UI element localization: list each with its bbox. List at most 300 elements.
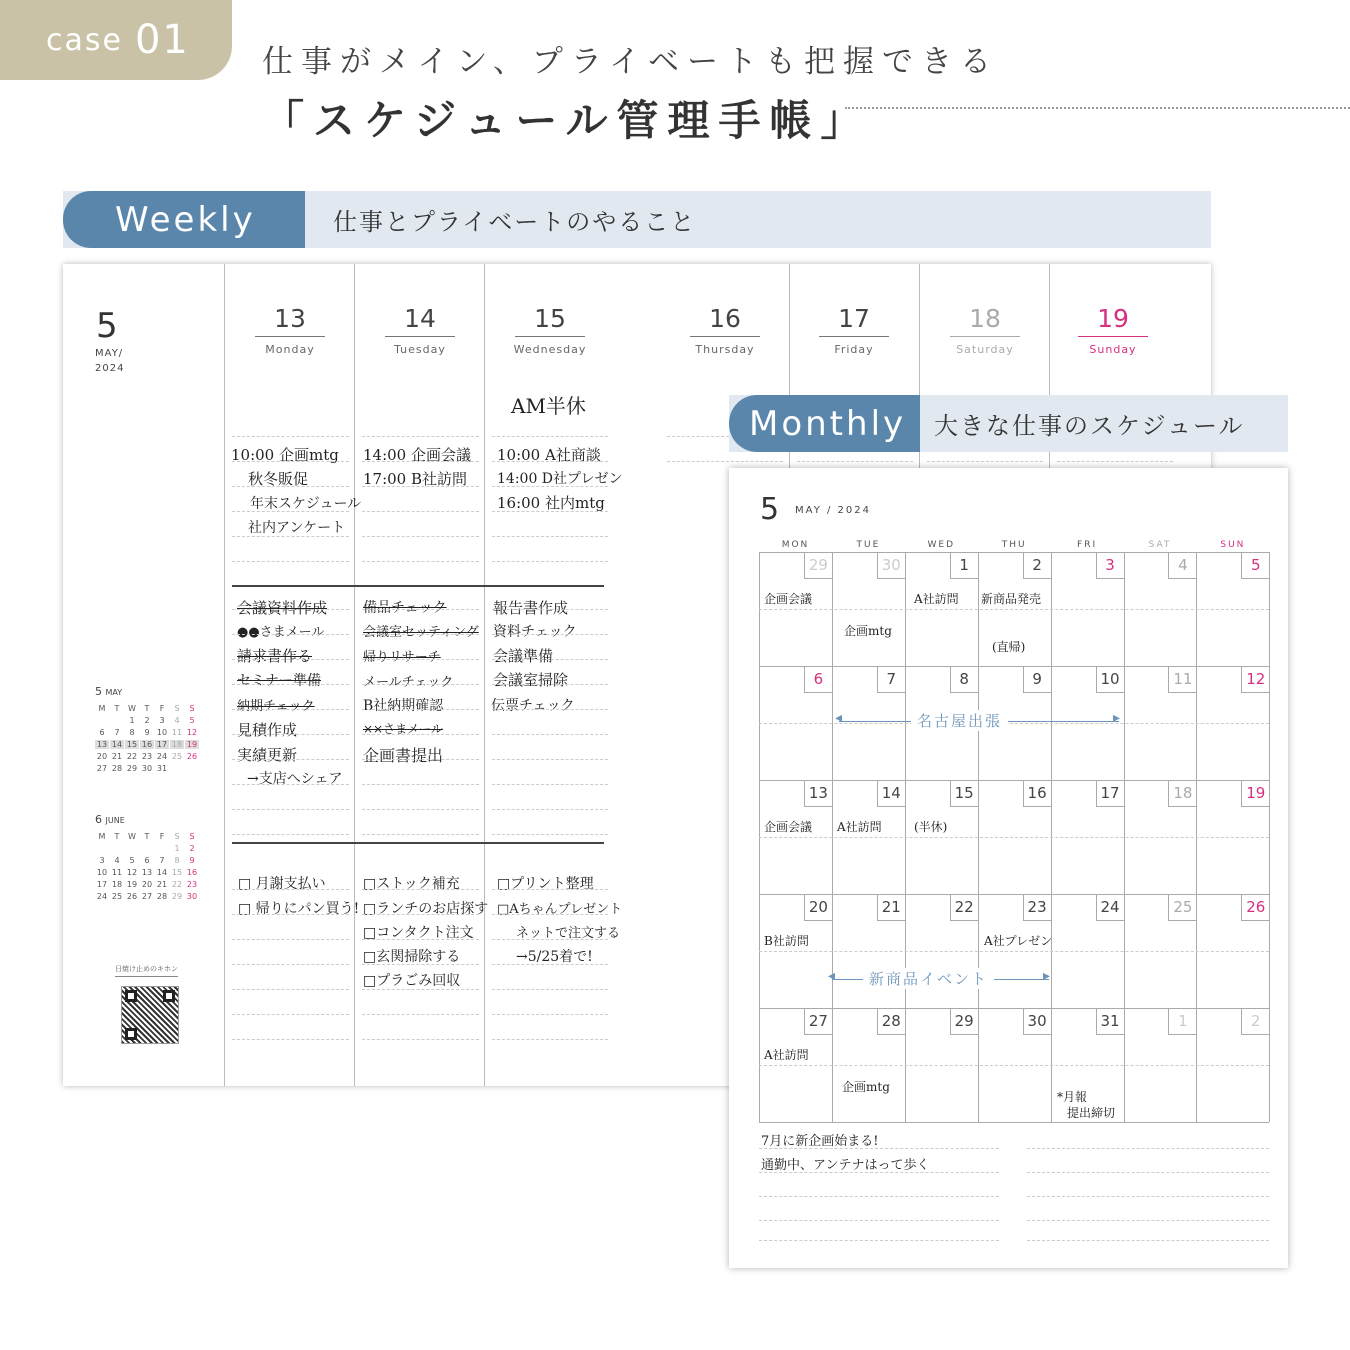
mini-date: 1 <box>174 844 180 853</box>
ruling-line <box>362 536 479 537</box>
day-header-tue <box>380 304 465 356</box>
task-done: 請求書作る <box>237 647 313 665</box>
mini-date: 11 <box>171 728 183 737</box>
date-cell[interactable]: 19 <box>1241 780 1269 807</box>
mini-date: 9 <box>144 728 150 737</box>
mini-date: 21 <box>111 752 123 761</box>
schedule-item: 14:00 企画会議 <box>363 446 471 464</box>
ruling-line <box>492 784 608 785</box>
ruling-line <box>362 659 479 660</box>
mini-date: 25 <box>111 892 123 901</box>
ruling-line <box>232 784 349 785</box>
ruling-line <box>797 461 913 462</box>
calendar-entry: 企画会議 <box>764 592 813 606</box>
ruling-line <box>362 486 479 487</box>
day-underline <box>819 336 889 337</box>
ruling-line <box>362 684 479 685</box>
ruling-line <box>362 809 479 810</box>
day-underline <box>1078 336 1148 337</box>
note-ruling <box>1027 1220 1269 1221</box>
schedule-item: 年末スケジュール <box>250 496 362 512</box>
note-line: 7月に新企画始まる! <box>761 1134 879 1149</box>
ruling-line <box>232 634 349 635</box>
ruling-line <box>362 1039 479 1040</box>
mini-date: 28 <box>156 892 168 901</box>
am-half-day-note: AM半休 <box>511 394 586 418</box>
calendar-entry: 新商品発売 <box>981 592 1042 606</box>
note-line: 通勤中、アンテナはって歩く <box>761 1158 930 1173</box>
ruling-line <box>362 964 479 965</box>
monthly-grid <box>759 540 1269 1124</box>
private-todo: □ 帰りにパン買う! <box>238 901 360 917</box>
ruling-line <box>232 964 349 965</box>
ruling-line <box>232 486 349 487</box>
mini-date: 23 <box>141 752 153 761</box>
date-cell[interactable]: 20 <box>804 894 832 921</box>
date-cell[interactable]: 7 <box>877 666 905 693</box>
date-cell[interactable]: 12 <box>1241 666 1269 693</box>
task-item: 会議室掃除 <box>493 671 569 689</box>
ruling-line <box>492 914 608 915</box>
ruling-line <box>232 461 349 462</box>
date-cell[interactable]: 28 <box>877 1008 905 1035</box>
mini-date: 10 <box>96 868 108 877</box>
date-cell[interactable]: 1 <box>950 552 978 579</box>
mini-date: 9 <box>189 856 195 865</box>
mini-cal-month-name: JUNE <box>105 816 125 825</box>
weekday-header: SUN <box>1220 540 1246 550</box>
mini-weekday: T <box>144 832 150 841</box>
mini-cal-may-title <box>95 685 122 698</box>
grid-midline <box>759 837 1269 838</box>
date-cell[interactable]: 14 <box>877 780 905 807</box>
mini-date: 1 <box>129 716 135 725</box>
day-number: 18 <box>969 304 1001 333</box>
mini-date: 5 <box>129 856 135 865</box>
column-divider <box>484 264 485 1086</box>
date-cell[interactable]: 29 <box>950 1008 978 1035</box>
ruling-line <box>492 536 608 537</box>
mini-weekday: S <box>174 832 180 841</box>
schedule-item: 14:00 D社プレゼン <box>497 471 623 487</box>
day-underline <box>690 336 760 337</box>
task-item: 会議準備 <box>493 647 554 665</box>
ruling-line <box>362 609 479 610</box>
monthly-tag: Monthly <box>729 395 920 452</box>
day-number: 14 <box>404 304 436 333</box>
task-item: →支店へシェア <box>247 771 343 787</box>
task-item: B社納期確認 <box>363 698 444 714</box>
ruling-line <box>492 561 608 562</box>
span-label: 新商品イベント <box>863 968 994 989</box>
date-cell[interactable]: 23 <box>1023 894 1051 921</box>
mini-date: 8 <box>174 856 180 865</box>
ruling-line <box>362 989 479 990</box>
span-label: 名古屋出張 <box>911 710 1008 731</box>
date-cell[interactable]: 15 <box>950 780 978 807</box>
arrow-right-icon: ▸ <box>1043 968 1053 984</box>
schedule-item: 17:00 B社訪問 <box>363 470 468 488</box>
ruling-line <box>492 989 608 990</box>
mini-date: 29 <box>126 764 138 773</box>
calendar-entry: *月報 <box>1057 1090 1088 1104</box>
ruling-line <box>362 561 479 562</box>
ruling-line <box>232 889 349 890</box>
note-ruling <box>1027 1196 1269 1197</box>
mini-date: 4 <box>174 716 180 725</box>
mini-date: 3 <box>159 716 165 725</box>
ruling-line <box>492 659 608 660</box>
date-cell[interactable]: 17 <box>1096 780 1124 807</box>
mini-date: 30 <box>141 764 153 773</box>
ruling-line <box>362 436 479 437</box>
calendar-entry: 提出締切 <box>1067 1106 1116 1120</box>
date-cell[interactable]: 10 <box>1096 666 1124 693</box>
mini-date: 12 <box>126 868 138 877</box>
schedule-item: 10:00 A社商談 <box>497 446 601 464</box>
weekday-header: FRI <box>1077 540 1098 550</box>
mini-date: 26 <box>186 752 198 761</box>
mini-calendar-may <box>95 704 205 776</box>
mini-weekday: S <box>189 704 195 713</box>
weekly-year: 2024 <box>95 363 125 374</box>
task-done: 会議資料作成 <box>237 599 328 617</box>
ruling-line <box>492 486 608 487</box>
date-cell[interactable]: 30 <box>877 552 905 579</box>
day-header-thu <box>685 304 770 356</box>
mini-date: 27 <box>96 764 108 773</box>
monthly-month-year: MAY / 2024 <box>795 505 871 516</box>
ruling-line <box>492 809 608 810</box>
ruling-line <box>232 709 349 710</box>
ruling-line <box>232 659 349 660</box>
day-name: Friday <box>834 343 874 356</box>
mini-date: 22 <box>126 752 138 761</box>
day-header-mon <box>250 304 335 356</box>
section-separator <box>232 842 604 844</box>
private-todo: □玄関掃除する <box>363 949 461 965</box>
mini-date: 24 <box>156 752 168 761</box>
weekly-month-number: 5 <box>96 306 118 346</box>
calendar-entry: 企画mtg <box>842 1080 890 1094</box>
date-cell[interactable]: 24 <box>1096 894 1124 921</box>
private-todo: □ランチのお店探す <box>363 901 489 917</box>
date-cell[interactable]: 31 <box>1096 1008 1124 1035</box>
mini-weekday: T <box>114 704 120 713</box>
schedule-item: 秋冬販促 <box>248 470 309 488</box>
ruling-line <box>492 834 608 835</box>
ruling-line <box>362 914 479 915</box>
day-name: Thursday <box>695 343 755 356</box>
ruling-line <box>232 939 349 940</box>
date-cell[interactable]: 11 <box>1168 666 1196 693</box>
arrow-left-icon: ◂ <box>835 710 845 726</box>
weekly-section-bar <box>63 191 1211 248</box>
case-number: 01 <box>134 17 190 63</box>
day-underline <box>255 336 325 337</box>
mini-date: 30 <box>186 892 198 901</box>
calendar-entry: (半休) <box>914 820 948 834</box>
mini-cal-june-title <box>95 813 125 826</box>
monthly-notes <box>759 1124 1269 1244</box>
mini-date: 18 <box>111 880 123 889</box>
note-ruling <box>1027 1172 1269 1173</box>
mini-date: 10 <box>156 728 168 737</box>
ruling-line <box>492 461 608 462</box>
task-item: メールチェック <box>363 675 454 690</box>
day-header-fri <box>814 304 899 356</box>
ruling-line <box>927 461 1043 462</box>
date-cell[interactable]: 26 <box>1241 894 1269 921</box>
column-divider <box>224 264 225 1086</box>
mini-date: 13 <box>96 740 108 749</box>
dotted-divider <box>845 107 1350 109</box>
day-number: 15 <box>534 304 566 333</box>
grid-midline <box>759 609 1269 610</box>
ruling-line <box>492 734 608 735</box>
date-cell[interactable]: 13 <box>804 780 832 807</box>
ruling-line <box>232 734 349 735</box>
date-cell[interactable]: 27 <box>804 1008 832 1035</box>
arrow-right-icon: ▸ <box>1113 710 1123 726</box>
mini-calendar-june <box>95 832 205 904</box>
mini-weekday: M <box>98 704 106 713</box>
mini-weekday: S <box>189 832 195 841</box>
day-name: Saturday <box>956 343 1014 356</box>
mini-date: 28 <box>111 764 123 773</box>
ruling-line <box>232 989 349 990</box>
headline-line1: 仕事がメイン、プライベートも把握できる <box>262 44 999 80</box>
schedule-item: 16:00 社内mtg <box>497 494 605 512</box>
monthly-month-number: 5 <box>760 492 780 527</box>
mini-date: 14 <box>111 740 123 749</box>
calendar-entry: A社訪問 <box>837 820 882 834</box>
date-cell[interactable]: 5 <box>1241 552 1269 579</box>
grid-vline <box>1269 552 1270 1122</box>
ruling-line <box>362 1014 479 1015</box>
mini-date: 17 <box>156 740 168 749</box>
ruling-line <box>362 461 479 462</box>
private-todo: ネットで注文する <box>516 926 621 941</box>
weekday-header: WED <box>927 540 956 550</box>
calendar-entry: A社プレゼン <box>984 934 1053 948</box>
date-cell[interactable]: 3 <box>1096 552 1124 579</box>
mini-weekday: M <box>98 832 106 841</box>
mini-date: 11 <box>111 868 123 877</box>
mini-date: 5 <box>189 716 195 725</box>
task-done: 帰りリサーチ <box>363 650 441 665</box>
mini-weekday: F <box>159 704 165 713</box>
mini-date: 21 <box>156 880 168 889</box>
task-item: 実績更新 <box>237 746 298 764</box>
ruling-line <box>362 759 479 760</box>
weekly-tag: Weekly <box>63 191 305 248</box>
ruling-line <box>232 914 349 915</box>
ruling-line <box>492 939 608 940</box>
mini-date: 23 <box>186 880 198 889</box>
weekday-header: SAT <box>1148 540 1172 550</box>
private-todo: □コンタクト注文 <box>363 925 474 941</box>
date-cell[interactable]: 29 <box>804 552 832 579</box>
ruling-line <box>362 734 479 735</box>
mini-date: 19 <box>126 880 138 889</box>
date-cell[interactable]: 9 <box>1023 666 1051 693</box>
day-underline <box>950 336 1020 337</box>
mini-date: 2 <box>144 716 150 725</box>
note-ruling <box>759 1240 999 1241</box>
note-ruling <box>759 1196 999 1197</box>
mini-date: 29 <box>171 892 183 901</box>
private-todo: □ストック補充 <box>363 876 460 892</box>
private-todo: □ 月謝支払い <box>238 876 326 892</box>
qr-code[interactable] <box>121 986 179 1044</box>
date-cell[interactable]: 22 <box>950 894 978 921</box>
mini-date: 16 <box>141 740 153 749</box>
note-ruling <box>1027 1148 1269 1149</box>
mini-date: 2 <box>189 844 195 853</box>
day-name: Wednesday <box>513 343 587 356</box>
mini-date: 24 <box>96 892 108 901</box>
ruling-line <box>232 1014 349 1015</box>
mini-cal-month: 5 <box>95 685 102 698</box>
section-separator <box>232 585 604 587</box>
task-item: ●●さまメール <box>237 625 325 640</box>
ruling-line <box>492 889 608 890</box>
mini-date: 6 <box>99 728 105 737</box>
task-done: ××さまメール <box>363 722 443 736</box>
mini-date: 22 <box>171 880 183 889</box>
private-todo: →5/25着で! <box>516 949 593 965</box>
task-item: 企画書提出 <box>363 746 444 765</box>
weekday-header: THU <box>1001 540 1027 550</box>
mini-cal-month: 6 <box>95 813 102 826</box>
date-cell[interactable]: 30 <box>1023 1008 1051 1035</box>
mini-weekday: F <box>159 832 165 841</box>
date-cell[interactable]: 6 <box>804 666 832 693</box>
day-header-wed <box>510 304 595 356</box>
mini-date: 20 <box>96 752 108 761</box>
ruling-line <box>362 889 479 890</box>
mini-weekday: W <box>128 704 136 713</box>
mini-date: 15 <box>126 740 138 749</box>
ruling-line <box>362 834 479 835</box>
task-item: 報告書作成 <box>493 599 569 617</box>
date-cell[interactable]: 8 <box>950 666 978 693</box>
day-header-sat <box>945 304 1030 356</box>
day-number: 16 <box>709 304 741 333</box>
ruling-line <box>232 809 349 810</box>
ruling-line <box>232 561 349 562</box>
date-cell[interactable]: 16 <box>1023 780 1051 807</box>
grid-hline <box>759 1122 1269 1123</box>
note-ruling <box>759 1172 999 1173</box>
mini-date: 25 <box>171 752 183 761</box>
ruling-line <box>362 939 479 940</box>
date-cell[interactable]: 2 <box>1023 552 1051 579</box>
mini-weekday: W <box>128 832 136 841</box>
mini-date: 6 <box>144 856 150 865</box>
ruling-line <box>232 609 349 610</box>
grid-midline <box>759 1065 1269 1066</box>
weekly-month-name: MAY/ <box>95 348 124 359</box>
mini-date: 31 <box>156 764 168 773</box>
mini-date: 19 <box>186 740 198 749</box>
mini-date: 17 <box>96 880 108 889</box>
day-number: 13 <box>274 304 306 333</box>
ruling-line <box>492 609 608 610</box>
calendar-entry: 企画mtg <box>844 624 892 638</box>
mini-date: 15 <box>171 868 183 877</box>
ruling-line <box>492 436 608 437</box>
ruling-line <box>362 709 479 710</box>
mini-date: 20 <box>141 880 153 889</box>
date-cell[interactable]: 1 <box>1168 1008 1196 1035</box>
day-name: Tuesday <box>394 343 446 356</box>
mini-cal-month-name: MAY <box>105 688 123 697</box>
note-ruling <box>759 1220 999 1221</box>
ruling-line <box>1057 461 1173 462</box>
mini-weekday: T <box>114 832 120 841</box>
mini-date: 7 <box>159 856 165 865</box>
date-cell[interactable]: 18 <box>1168 780 1196 807</box>
date-cell[interactable]: 4 <box>1168 552 1196 579</box>
headline-line2: 「スケジュール管理手帳」 <box>262 96 872 145</box>
ruling-line <box>492 759 608 760</box>
date-cell[interactable]: 2 <box>1241 1008 1269 1035</box>
mini-date: 18 <box>171 740 183 749</box>
ruling-line <box>492 634 608 635</box>
qr-label: 日焼け止めのキホン <box>115 964 178 977</box>
ruling-line <box>492 964 608 965</box>
calendar-entry: 企画会議 <box>764 820 813 834</box>
day-underline <box>385 336 455 337</box>
ruling-line <box>362 511 479 512</box>
task-done: 備品チェック <box>363 600 447 616</box>
ruling-line <box>232 1039 349 1040</box>
mini-date: 13 <box>141 868 153 877</box>
weekday-header: TUE <box>856 540 881 550</box>
mini-date: 26 <box>126 892 138 901</box>
arrow-left-icon: ◂ <box>828 968 838 984</box>
calendar-entry: A社訪問 <box>914 592 959 606</box>
mini-weekday: T <box>144 704 150 713</box>
private-todo: □Aちゃんプレゼント <box>497 902 623 917</box>
monthly-section-bar <box>729 395 1288 452</box>
calendar-entry: (直帰) <box>992 640 1026 654</box>
ruling-line <box>492 1039 608 1040</box>
mini-date: 14 <box>156 868 168 877</box>
task-done: 会議室セッティング <box>363 625 479 640</box>
mini-weekday: S <box>174 704 180 713</box>
ruling-line <box>492 1014 608 1015</box>
case-badge <box>0 0 232 80</box>
mini-date: 12 <box>186 728 198 737</box>
task-item: 伝票チェック <box>491 698 575 714</box>
date-cell[interactable]: 21 <box>877 894 905 921</box>
mini-date: 27 <box>141 892 153 901</box>
ruling-line <box>232 511 349 512</box>
monthly-description: 大きな仕事のスケジュール <box>934 412 1245 440</box>
private-todo: □プリント整理 <box>497 876 594 892</box>
date-cell[interactable]: 25 <box>1168 894 1196 921</box>
ruling-line <box>362 634 479 635</box>
case-label: case <box>46 22 123 58</box>
day-underline <box>515 336 585 337</box>
day-name: Monday <box>265 343 315 356</box>
monthly-page <box>729 468 1288 1268</box>
day-number: 19 <box>1097 304 1129 333</box>
ruling-line <box>232 684 349 685</box>
